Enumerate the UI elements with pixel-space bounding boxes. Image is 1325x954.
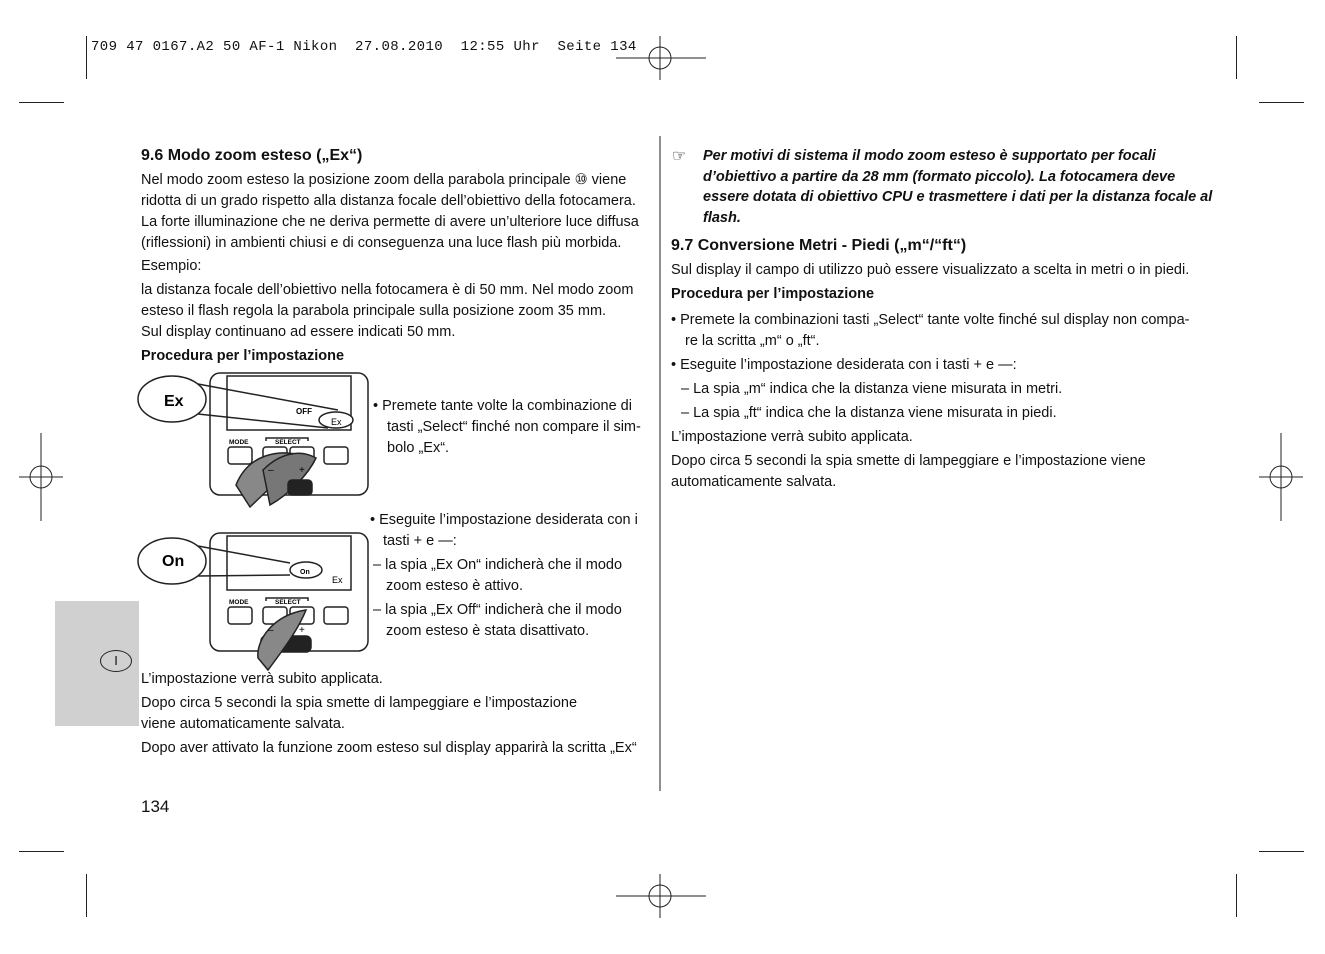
flash-panel-figure-ex — [138, 370, 388, 520]
display-ex-label: Ex — [331, 417, 342, 427]
language-tab — [55, 601, 139, 726]
example-label: Esempio: — [141, 258, 202, 274]
callout-on-label: On — [162, 553, 185, 570]
pointing-hand-icon: ☞ — [672, 148, 687, 165]
paragraph-applied: L’impostazione verrà subito applicata. — [141, 671, 383, 687]
plus-label: + — [299, 625, 305, 636]
display-ex-label: Ex — [332, 575, 343, 585]
procedure-steps-right: • Premete la combinazioni tasti „Select“ tante volte finché sul display non compa- re la scritta „m“ o „ft“. • Eseguite l’impostazione desiderata con i tasti + e —: – La spia „m“ indica che la distanza viene misurata in metri. – La spia „ft“ indica che la distanza viene misurata in piedi. L’impostazione verrà subito applicata. Dopo circa 5 secondi la spia smette di lampeggiare e l’impostazione viene automaticamente salvata. — [671, 312, 1190, 490]
flash-panel-figure-on — [138, 530, 388, 680]
select-button-label: SELECT — [275, 439, 301, 446]
figure1-instructions: • Premete tante volte la combinazione di tasti „Select“ finché non compare il sim- bolo „Ex“. — [373, 398, 641, 456]
select-button-label: SELECT — [275, 599, 301, 606]
paragraph-units: Sul display il campo di utilizzo può essere visualizzato a scelta in metri o in piedi. — [671, 262, 1190, 278]
language-badge: I — [100, 650, 132, 672]
paragraph-saved: Dopo circa 5 secondi la spia smette di lampeggiare e l’impostazione viene automaticamente salvata. — [141, 695, 578, 732]
system-note: Per motivi di sistema il modo zoom esteso è supportato per focali d’obiettivo a partire da 28 mm (formato piccolo). La fotocamera deve essere dotata di obiettivo CPU e trasmettere i dati per la distanza focale al flash. — [703, 148, 1213, 226]
figure2-instructions: • Eseguite l’impostazione desiderata con i tasti + e —: – la spia „Ex On“ indicherà che il modo zoom esteso è attivo. – la spia „Ex Off“ indicherà che il modo zoom esteso è stata disattivato. — [370, 512, 638, 639]
mode-button-label: MODE — [229, 439, 249, 446]
callout-ex-label: Ex — [164, 393, 184, 410]
plus-label: + — [299, 465, 305, 476]
print-header: 709 47 0167.A2 50 AF-1 Nikon 27.08.2010 12:55 Uhr Seite 134 — [91, 39, 637, 55]
procedure-label: Procedura per l’impostazione — [141, 348, 345, 364]
paragraph-display-ex: Dopo aver attivato la funzione zoom esteso sul display apparirà la scritta „Ex“ — [141, 740, 637, 756]
section-heading-9-7: 9.7 Conversione Metri - Piedi („m“/“ft“) — [671, 237, 967, 254]
mode-button-label: MODE — [229, 599, 249, 606]
page-number: 134 — [141, 797, 170, 816]
section-heading-9-6: 9.6 Modo zoom esteso („Ex“) — [141, 147, 363, 164]
paragraph-example: la distanza focale dell’obiettivo nella fotocamera è di 50 mm. Nel modo zoom esteso il flash regola la parabola principale sulla posizione zoom 35 mm. Sul display continuano ad essere indicati 50 mm. — [141, 282, 634, 340]
minus-label: – — [268, 465, 274, 476]
paragraph-intro: Nel modo zoom esteso la posizione zoom della parabola principale ⑩ viene ridotta di un grado rispetto alla distanza focale dell’obiettivo della fotocamera. La forte illuminazione che ne deriva permette di avere un’ulteriore luce diffusa (riflessioni) in ambienti chiusi e di conseguenza una luce flash più morbida. — [141, 172, 639, 251]
minus-label: – — [268, 625, 274, 636]
procedure-label-right: Procedura per l’impostazione — [671, 286, 875, 302]
display-on-label: On — [300, 569, 310, 576]
display-off-label: OFF — [296, 407, 312, 416]
